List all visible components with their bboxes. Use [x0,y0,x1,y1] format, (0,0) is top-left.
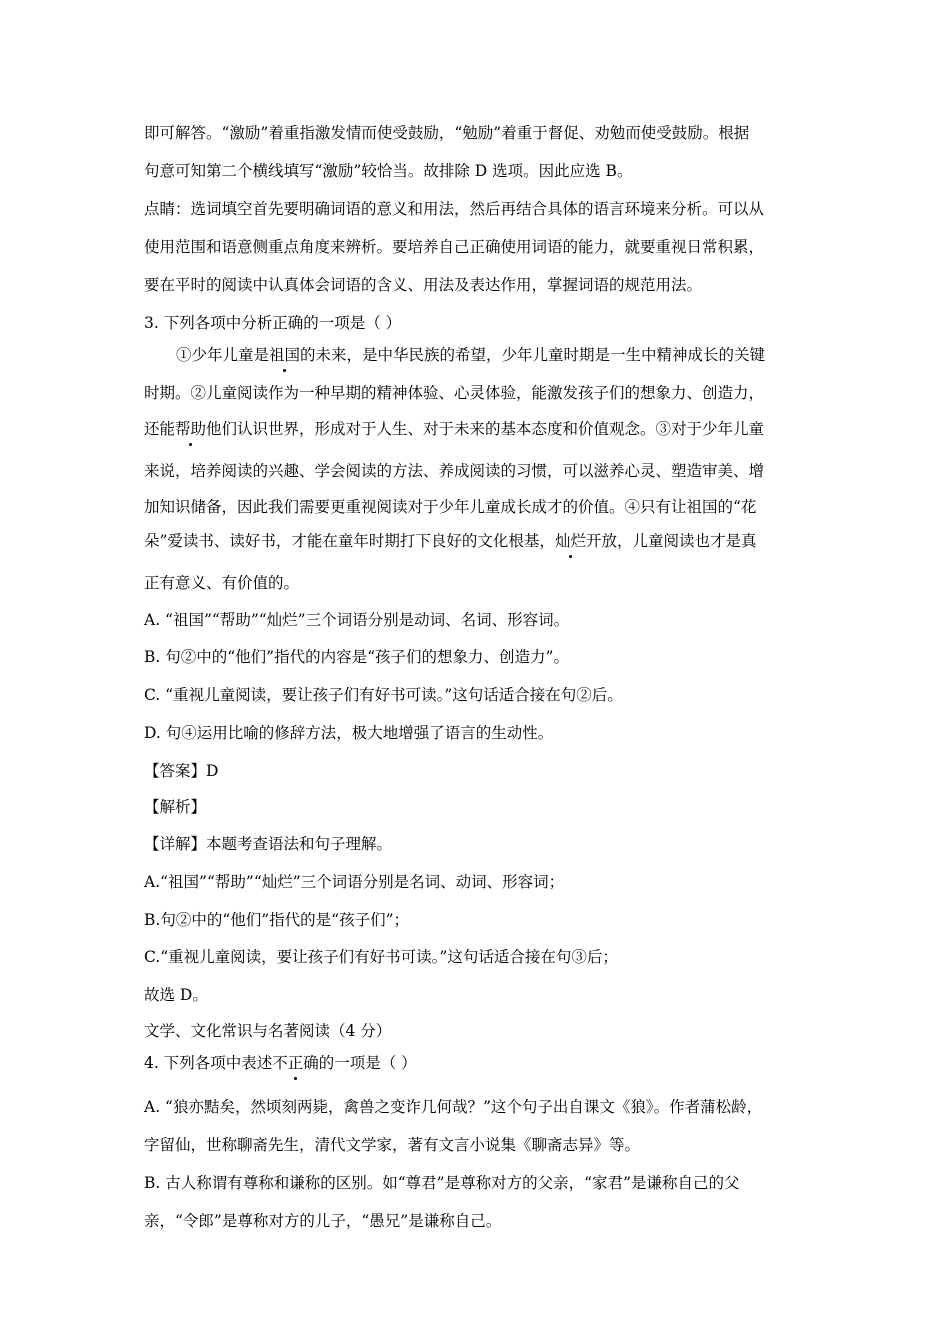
tip-line-2: 使用范围和语意侧重点角度来辨析。要培养自己正确使用词语的能力，就要重视日常积累， [144,238,765,256]
q3-analysis-label: 【解析】 [144,798,207,816]
q3-option-d: D. 句④运用比喻的修辞方法，极大地增强了语言的生动性。 [144,724,554,742]
question-4-stem: 4. 下列各项中表述不正确的一项是（ ） [144,1054,417,1072]
q3-answer: 【答案】D [144,762,219,780]
q3-option-c: C. “重视儿童阅读，要让孩子们有好书可读。”这句话适合接在句②后。 [144,686,623,704]
dotted-emphasis-zuguo: 祖国 [269,346,301,364]
prev-explanation-line-2: 句意可知第二个横线填写“激励”较恰当。故排除 D 选项。因此应选 B。 [144,162,633,180]
q4-option-a-line-1: A. “狼亦黠矣，然顷刻两毙，禽兽之变诈几何哉？”这个句子出自课文《狼》。作者蒲松龄， [144,1098,763,1116]
q3-passage-line-1: ①少年儿童是祖国的未来，是中华民族的希望，少年儿童时期是一生中精神成长的关键 [176,346,766,364]
dotted-emphasis-canlan: 灿烂 [554,532,586,550]
dotted-emphasis-buzhengque: 不正确 [272,1054,319,1072]
tip-line-1: 点睛：选词填空首先要明确词语的意义和用法，然后再结合具体的语言环境来分析。可以从 [144,200,765,218]
q3-passage-line-4: 来说，培养阅读的兴趣、学会阅读的方法、养成阅读的习惯，可以滋养心灵、塑造审美、增 [144,462,765,480]
q4-option-b-line-1: B. 古人称谓有尊称和谦称的区别。如“尊君”是尊称对方的父亲，“家君”是谦称自己的父 [144,1174,740,1192]
q3-explanation-a: A.“祖国”“帮助”“灿烂”三个词语分别是名词、动词、形容词； [144,873,565,891]
q4-option-a-line-2: 字留仙，世称聊斋先生，清代文学家，著有文言小说集《聊斋志异》等。 [144,1136,641,1154]
q3-conclusion: 故选 D。 [144,986,208,1004]
question-3-stem: 3. 下列各项中分析正确的一项是（ ） [144,314,402,332]
q3-passage-line-6: 朵”爱读书、读好书，才能在童年时期打下良好的文化根基，灿烂开放，儿童阅读也才是真 [144,532,757,550]
q3-detail: 【详解】本题考查语法和句子理解。 [144,835,393,853]
q3-passage-line-5: 加知识储备，因此我们需要更重视阅读对于少年儿童成长成才的价值。④只有让祖国的“花 [144,498,757,516]
q3-passage-line-7: 正有意义、有价值的。 [144,574,300,592]
dotted-emphasis-bangzhu: 帮助 [175,420,207,438]
q3-passage-line-2: 时期。②儿童阅读作为一种早期的精神体验、心灵体验，能激发孩子们的想象力、创造力， [144,384,765,402]
q3-option-b: B. 句②中的“他们”指代的内容是“孩子们的想象力、创造力”。 [144,648,569,666]
tip-line-3: 要在平时的阅读中认真体会词语的含义、用法及表达作用，掌握词语的规范用法。 [144,276,703,294]
q3-passage-line-3: 还能帮助他们认识世界，形成对于人生、对于未来的基本态度和价值观念。③对于少年儿童 [144,420,765,438]
q3-option-a: A. “祖国”“帮助”“灿烂”三个词语分别是动词、名词、形容词。 [144,611,570,629]
q4-option-b-line-2: 亲，“令郎”是尊称对方的儿子，“愚兄”是谦称自己。 [144,1212,502,1230]
q3-explanation-c: C.“重视儿童阅读，要让孩子们有好书可读。”这句话适合接在句③后； [144,948,618,966]
q3-explanation-b: B.句②中的“他们”指代的是“孩子们”； [144,911,410,929]
section-title: 文学、文化常识与名著阅读（4 分） [144,1022,392,1040]
prev-explanation-line-1: 即可解答。“激励”着重指激发情而使受鼓励，“勉励”着重于督促、劝勉而使受鼓励。根据 [144,124,750,142]
